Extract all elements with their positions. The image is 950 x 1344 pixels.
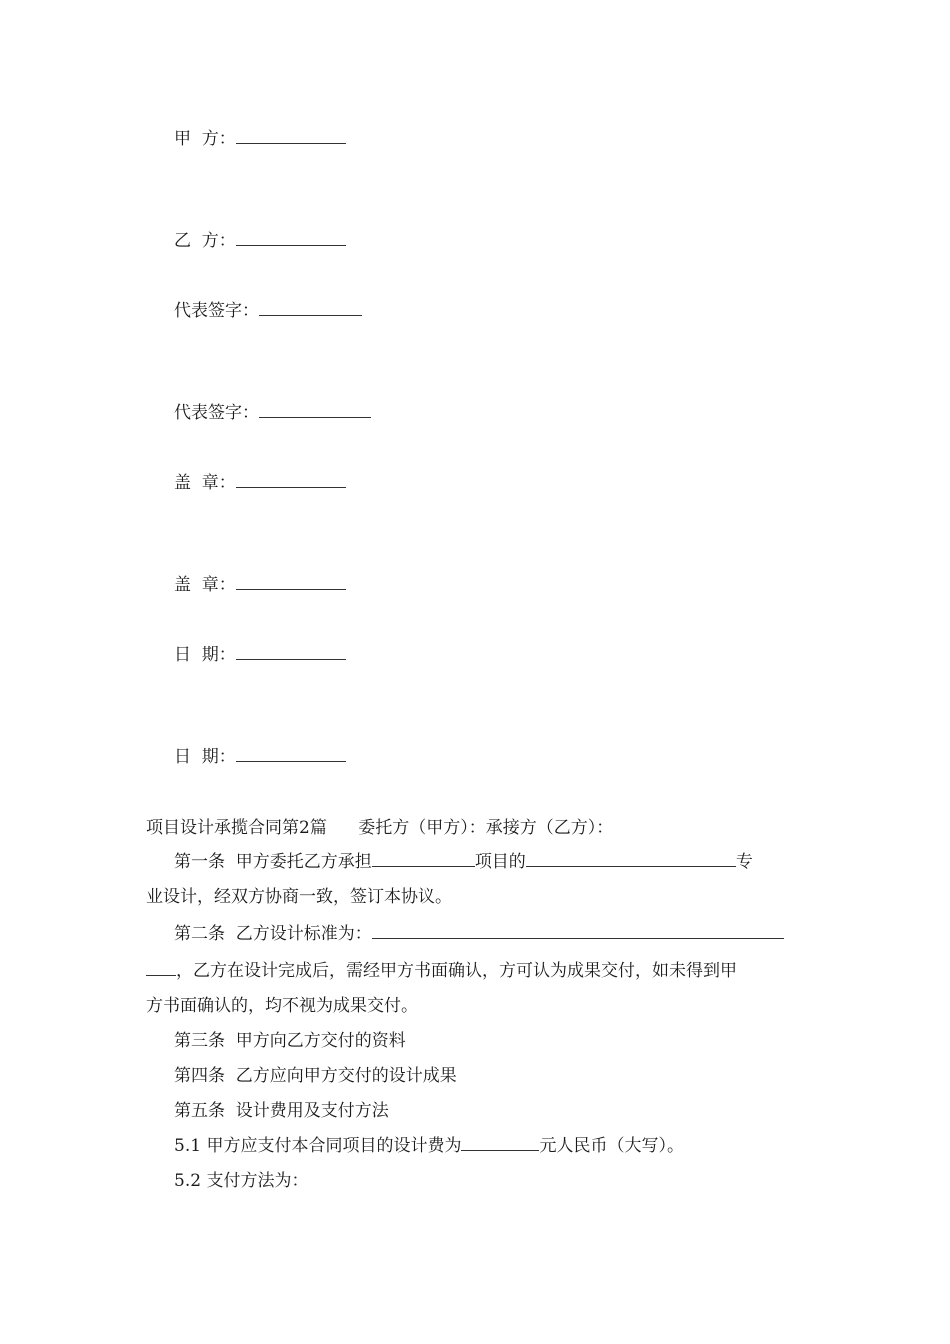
article-1-text-d: 业设计，经双方协商一致，签订本协议。 <box>146 887 452 907</box>
seal-b-blank[interactable] <box>236 575 346 590</box>
article-5-1-text-b: 元人民币（大写）。 <box>539 1136 684 1156</box>
party-a-blank[interactable] <box>236 129 346 144</box>
article-2-line-2 <box>146 960 737 982</box>
article-3 <box>174 1030 406 1052</box>
article-1-discipline-blank[interactable] <box>526 852 736 867</box>
article-2-standard-blank-cont[interactable] <box>146 961 176 976</box>
article-2-line-1 <box>174 923 784 945</box>
rep-sign-b-field <box>174 402 371 424</box>
article-5-2 <box>174 1170 308 1192</box>
article-5-1-text-a: 5.1 甲方应支付本合同项目的设计费为 <box>174 1136 462 1156</box>
article-2-text-c: 方书面确认的，均不视为成果交付。 <box>146 996 418 1016</box>
seal-b-field <box>174 574 346 596</box>
date-b-field <box>174 746 346 768</box>
rep-sign-a-field <box>174 300 362 322</box>
article-3-text: 第三条 甲方向乙方交付的资料 <box>174 1031 406 1051</box>
rep-sign-a-label: 代表签字： <box>174 301 259 321</box>
date-b-label: 日 期： <box>174 747 236 767</box>
article-1-text-a: 第一条 甲方委托乙方承担 <box>174 852 372 872</box>
date-a-field <box>174 644 346 666</box>
article-4 <box>174 1065 457 1087</box>
article-2-standard-blank[interactable] <box>372 924 784 939</box>
article-5-text: 第五条 设计费用及支付方法 <box>174 1101 389 1121</box>
party-a-field <box>174 128 346 150</box>
rep-sign-b-blank[interactable] <box>259 403 371 418</box>
design-fee-blank[interactable] <box>461 1136 539 1151</box>
seal-a-field <box>174 472 346 494</box>
contract-parties: 委托方（甲方）：承接方（乙方）： <box>358 818 614 838</box>
article-1-text-b: 项目的 <box>474 852 526 872</box>
article-2-line-3 <box>146 995 418 1017</box>
date-b-blank[interactable] <box>236 747 346 762</box>
date-a-blank[interactable] <box>236 645 346 660</box>
article-2-text-a: 第二条 乙方设计标准为： <box>174 924 372 944</box>
party-b-field <box>174 230 346 252</box>
seal-a-blank[interactable] <box>236 473 346 488</box>
contract-heading: 项目设计承揽合同第2篇 <box>146 818 327 838</box>
article-2-text-b: ，乙方在设计完成后，需经甲方书面确认，方可认为成果交付，如未得到甲 <box>176 961 737 981</box>
article-1-text-c: 专 <box>735 852 753 872</box>
article-5-1 <box>174 1135 684 1157</box>
rep-sign-a-blank[interactable] <box>259 301 362 316</box>
party-b-blank[interactable] <box>236 231 346 246</box>
article-1-project-blank[interactable] <box>372 852 475 867</box>
article-5-2-text: 5.2 支付方法为： <box>174 1171 309 1191</box>
date-a-label: 日 期： <box>174 645 236 665</box>
article-1-line-1 <box>174 851 753 873</box>
article-4-text: 第四条 乙方应向甲方交付的设计成果 <box>174 1066 457 1086</box>
rep-sign-b-label: 代表签字： <box>174 403 259 423</box>
party-b-label: 乙 方： <box>174 231 236 251</box>
seal-a-label: 盖 章： <box>174 473 236 493</box>
seal-b-label: 盖 章： <box>174 575 236 595</box>
contract-heading-line <box>146 817 613 839</box>
article-1-line-2 <box>146 886 452 908</box>
article-5 <box>174 1100 389 1122</box>
party-a-label: 甲 方： <box>174 129 236 149</box>
